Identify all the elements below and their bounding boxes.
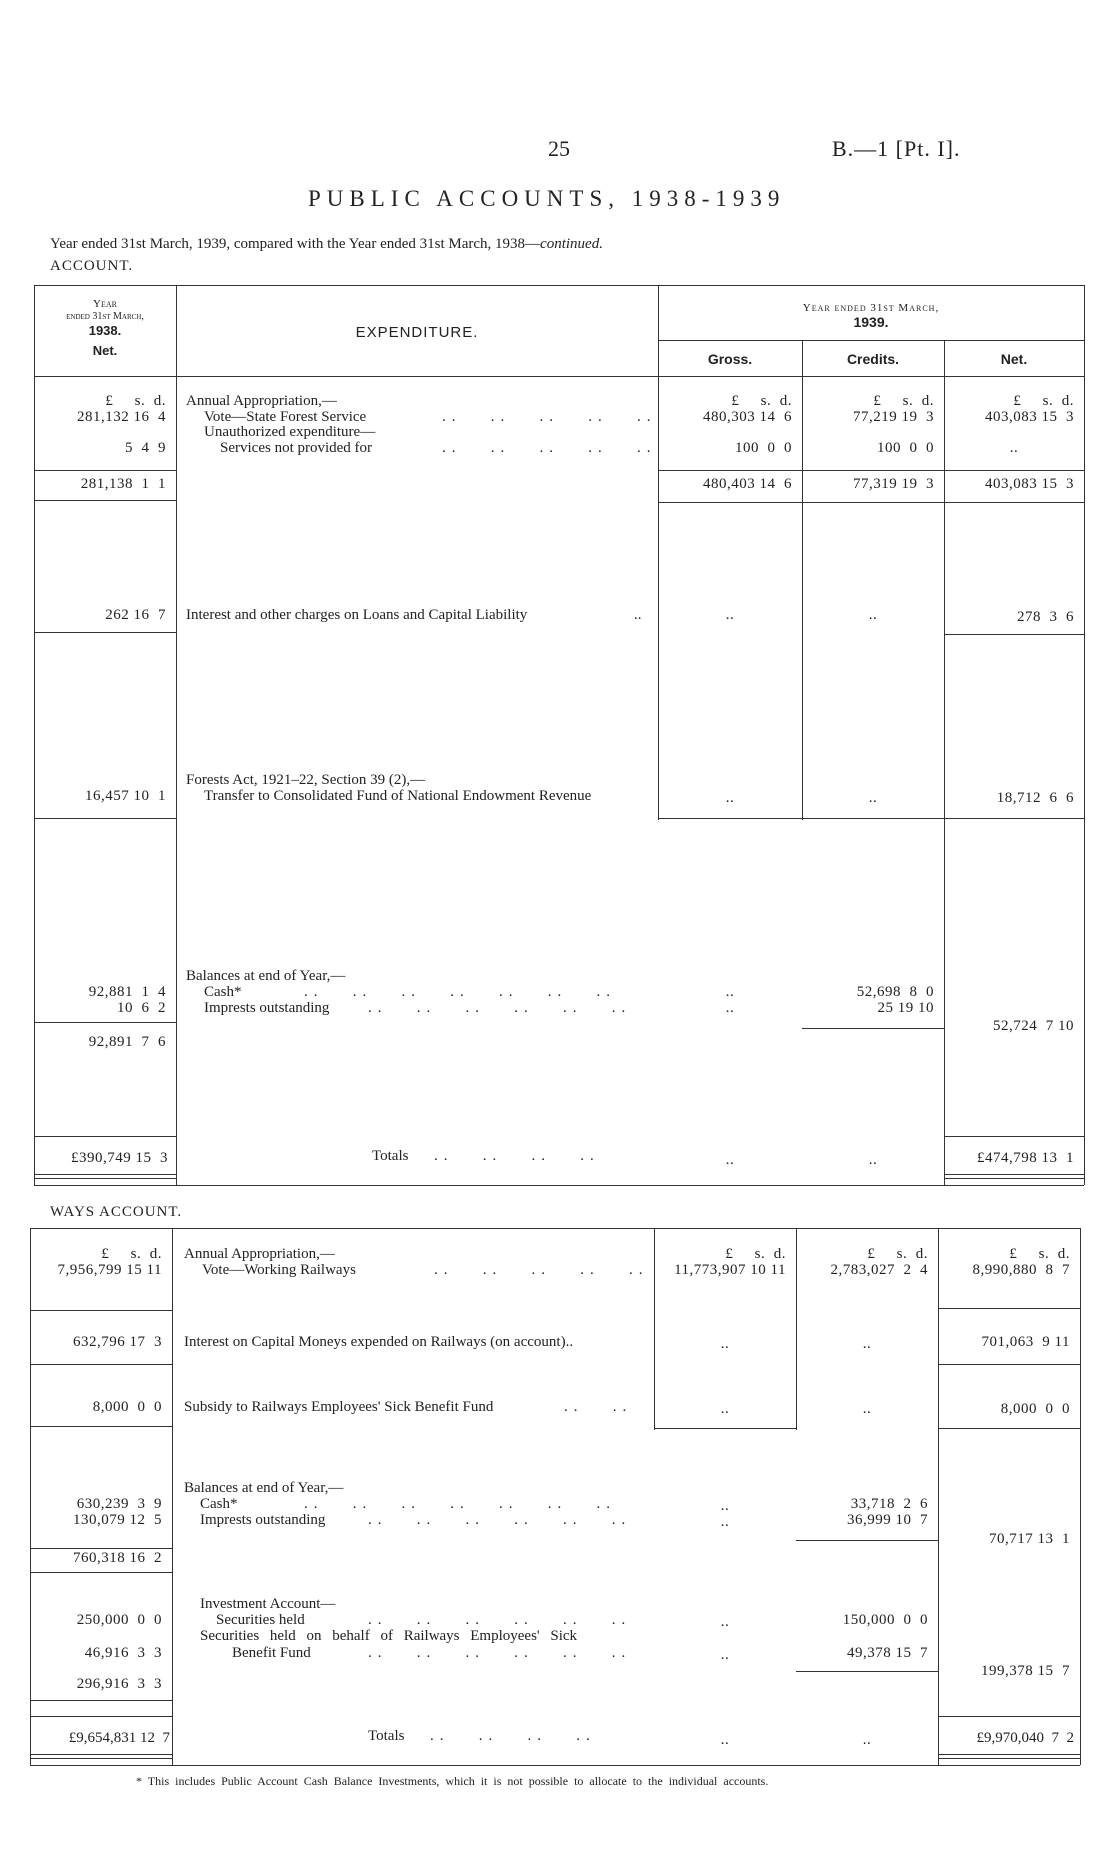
- aa-services-label: [220, 440, 657, 457]
- document-reference: B.—1 [Pt. I].: [832, 136, 961, 161]
- leader-dots: ..: [565, 1334, 574, 1350]
- aa-vote-net: 403,083 15 3: [985, 409, 1074, 425]
- t2-totals-label: [368, 1728, 652, 1745]
- t2-aa-gross: 11,773,907 10 11: [674, 1262, 786, 1278]
- t2-inv-sec-credits: 150,000 0 0: [842, 1612, 928, 1628]
- t2-inv-behalf-prev: 46,916 3 3: [84, 1645, 162, 1661]
- aa-services-prev: 5 4 9: [125, 440, 166, 456]
- bal-cash-prev: 92,881 1 4: [88, 984, 166, 1000]
- t2-bal-cash-prev: 630,239 3 9: [76, 1496, 162, 1512]
- t2-aa-vote-label: [202, 1262, 652, 1279]
- t2-bal-cash-label-text: Cash*: [200, 1496, 238, 1512]
- aa-vote-prev: 281,132 16 4: [77, 409, 166, 425]
- t2-aa-credits: 2,783,027 2 4: [830, 1262, 928, 1278]
- page-subtitle: [50, 236, 603, 253]
- t2-totals-credits: ..: [862, 1732, 872, 1748]
- t2-bal-total-prev: 760,318 16 2: [73, 1550, 162, 1566]
- forests-transfer-label: Transfer to Consolidated Fund of National Endowment Revenue: [204, 788, 592, 804]
- leader-dots: .. .. .. ..: [434, 1148, 600, 1164]
- t2-units-prev: £ s. d.: [101, 1246, 162, 1262]
- t2-interest-prev: 632,796 17 3: [73, 1334, 162, 1350]
- leader-dots: .. .. .. ..: [430, 1728, 596, 1744]
- leader-dots: .. .. .. .. .. ..: [368, 1000, 632, 1016]
- bal-imp-prev: 10 6 2: [117, 1000, 166, 1016]
- forests-prev: 16,457 10 1: [85, 788, 166, 804]
- totals-prev: £390,749 15 3: [71, 1150, 168, 1166]
- t2-inv-sec-label: [216, 1612, 652, 1629]
- t2-totals-label-text: Totals: [368, 1728, 405, 1744]
- t2-units-net: £ s. d.: [1009, 1246, 1070, 1262]
- t2-bal-imp-gross: ..: [720, 1514, 730, 1530]
- leader-dots: .. .. .. .. .. .. ..: [304, 984, 616, 1000]
- t2-bal-cash-label: [200, 1496, 652, 1513]
- totals-label: [372, 1148, 656, 1165]
- section-title-account: ACCOUNT.: [50, 258, 134, 274]
- leader-dots: .. .. .. .. ..: [442, 409, 657, 425]
- interest-label: [186, 607, 656, 624]
- interest-net: 278 3 6: [1017, 609, 1074, 625]
- t2-interest-credits: ..: [862, 1336, 872, 1352]
- t2-subsidy-gross: ..: [720, 1401, 730, 1417]
- subtitle-continued: continued.: [540, 236, 603, 252]
- leader-dots: .. .. .. .. .. .. ..: [304, 1496, 616, 1512]
- bal-imp-credits: 25 19 10: [877, 1000, 934, 1016]
- interest-label-text: Interest and other charges on Loans and Capital Liability: [186, 607, 528, 623]
- t2-inv-sec-label-text: Securities held: [216, 1612, 305, 1628]
- units-gross: £ s. d.: [731, 393, 792, 409]
- t2-inv-benefit-label-text: Benefit Fund: [232, 1645, 311, 1661]
- t2-bal-imp-prev: 130,079 12 5: [73, 1512, 162, 1528]
- year-1939-header-year: 1939.: [853, 314, 889, 330]
- t2-units-gross: £ s. d.: [725, 1246, 786, 1262]
- aa-services-credits: 100 0 0: [877, 440, 934, 456]
- t2-inv-total-prev: 296,916 3 3: [76, 1676, 162, 1692]
- footnote: * This includes Public Account Cash Balance Investments, which it is not possible to allocate to the individual accounts.: [136, 1774, 769, 1788]
- year-1938-header-year: 1938.: [88, 323, 122, 338]
- leader-dots: .. .. .. .. ..: [442, 440, 657, 456]
- leader-dots: ..: [634, 607, 642, 623]
- t2-interest-label-text: Interest on Capital Moneys expended on Railways (on account): [184, 1334, 566, 1350]
- bal-cash-label: [204, 984, 654, 1001]
- t2-aa-vote-label-text: Vote—Working Railways: [202, 1262, 356, 1278]
- t2-subsidy-prev: 8,000 0 0: [92, 1399, 162, 1415]
- col-gross-header: Gross.: [707, 351, 753, 367]
- t2-bal-cash-credits: 33,718 2 6: [850, 1496, 928, 1512]
- t2-inv-behalf-label: Securities held on behalf of Railways Employees' Sick: [200, 1628, 578, 1644]
- interest-credits: ..: [868, 607, 878, 623]
- aa-services-gross: 100 0 0: [735, 440, 792, 456]
- year-1938-header-line1: Year: [93, 298, 117, 310]
- t2-inv-sec-gross: ..: [720, 1614, 730, 1630]
- t2-inv-net: 199,378 15 7: [981, 1663, 1070, 1679]
- totals-net: £474,798 13 1: [977, 1150, 1074, 1166]
- totals-gross: ..: [725, 1152, 735, 1168]
- units-credits: £ s. d.: [873, 393, 934, 409]
- leader-dots: .. .. .. .. ..: [434, 1262, 649, 1278]
- aa-total-gross: 480,403 14 6: [703, 476, 792, 492]
- aa-total-net: 403,083 15 3: [985, 476, 1074, 492]
- bal-imp-gross: ..: [725, 1000, 735, 1016]
- t2-aa-prev: 7,956,799 15 11: [57, 1262, 162, 1278]
- forests-net: 18,712 6 6: [996, 790, 1074, 806]
- balances-label: Balances at end of Year,—: [186, 968, 346, 984]
- aa-unauthorized-label: Unauthorized expenditure—: [204, 424, 376, 440]
- aa-total-prev: 281,138 1 1: [80, 476, 166, 492]
- bal-net: 52,724 7 10: [993, 1018, 1074, 1034]
- totals-credits: ..: [868, 1152, 878, 1168]
- expenditure-header: EXPENDITURE.: [355, 324, 479, 341]
- col-credits-header: Credits.: [846, 351, 900, 367]
- t2-bal-imp-label: [200, 1512, 652, 1529]
- aa-vote-gross: 480,303 14 6: [703, 409, 792, 425]
- interest-prev: 262 16 7: [105, 607, 166, 623]
- t2-interest-label: [184, 1334, 652, 1351]
- bal-cash-label-text: Cash*: [204, 984, 242, 1000]
- leader-dots: .. .. .. .. .. ..: [368, 1512, 632, 1528]
- page-title: PUBLIC ACCOUNTS, 1938-1939: [308, 186, 786, 211]
- bal-imp-label: [204, 1000, 654, 1017]
- forests-credits: ..: [868, 790, 878, 806]
- units-prev: £ s. d.: [105, 393, 166, 409]
- t2-annual-appropriation-label: Annual Appropriation,—: [184, 1246, 335, 1262]
- subtitle-main: Year ended 31st March, 1939, compared with the Year ended 31st March, 1938—: [50, 236, 541, 252]
- t2-investment-label: Investment Account—: [200, 1596, 336, 1612]
- t2-aa-net: 8,990,880 8 7: [972, 1262, 1070, 1278]
- t2-subsidy-net: 8,000 0 0: [1000, 1401, 1070, 1417]
- t2-inv-behalf-gross: ..: [720, 1647, 730, 1663]
- forests-act-label: Forests Act, 1921–22, Section 39 (2),—: [186, 772, 426, 788]
- t2-inv-behalf-credits: 49,378 15 7: [847, 1645, 928, 1661]
- bal-cash-credits: 52,698 8 0: [856, 984, 934, 1000]
- annual-appropriation-label: Annual Appropriation,—: [186, 393, 337, 409]
- bal-imp-label-text: Imprests outstanding: [204, 1000, 330, 1016]
- page-number: 25: [548, 136, 570, 161]
- totals-label-text: Totals: [372, 1148, 409, 1164]
- t2-subsidy-label: [184, 1399, 652, 1416]
- section-title-ways-account: WAYS ACCOUNT.: [50, 1204, 183, 1220]
- leader-dots: .. ..: [564, 1399, 633, 1415]
- t2-totals-gross: ..: [720, 1732, 730, 1748]
- t2-balances-label: Balances at end of Year,—: [184, 1480, 344, 1496]
- year-1938-header-net: Net.: [92, 343, 118, 358]
- t2-bal-cash-gross: ..: [720, 1498, 730, 1514]
- forests-gross: ..: [725, 790, 735, 806]
- t2-subsidy-credits: ..: [862, 1401, 872, 1417]
- interest-gross: ..: [725, 607, 735, 623]
- aa-services-label-text: Services not provided for: [220, 440, 373, 456]
- t2-totals-net: £9,970,040 7 2: [976, 1730, 1074, 1746]
- aa-total-credits: 77,319 19 3: [853, 476, 934, 492]
- bal-cash-gross: ..: [725, 984, 735, 1000]
- t2-bal-imp-credits: 36,999 10 7: [847, 1512, 928, 1528]
- aa-services-net: ..: [1009, 440, 1019, 456]
- leader-dots: .. .. .. .. .. ..: [368, 1612, 632, 1628]
- t2-subsidy-label-text: Subsidy to Railways Employees' Sick Benefit Fund: [184, 1399, 494, 1415]
- year-1938-header-line2: ended 31st March,: [66, 311, 144, 322]
- bal-total-prev: 92,891 7 6: [88, 1034, 166, 1050]
- t2-units-credits: £ s. d.: [867, 1246, 928, 1262]
- t2-interest-net: 701,063 9 11: [981, 1334, 1070, 1350]
- aa-vote-credits: 77,219 19 3: [853, 409, 934, 425]
- t2-inv-sec-prev: 250,000 0 0: [76, 1612, 162, 1628]
- t2-totals-prev: £9,654,831 12 7: [68, 1730, 170, 1746]
- t2-bal-net: 70,717 13 1: [989, 1531, 1070, 1547]
- year-1939-header-line1: Year ended 31st March,: [802, 302, 940, 314]
- leader-dots: .. .. .. .. .. ..: [368, 1645, 632, 1661]
- t2-bal-imp-label-text: Imprests outstanding: [200, 1512, 326, 1528]
- t2-inv-benefit-label: [232, 1645, 652, 1662]
- col-net-header: Net.: [1000, 351, 1028, 367]
- aa-vote-label-text: Vote—State Forest Service: [204, 409, 367, 425]
- units-net: £ s. d.: [1013, 393, 1074, 409]
- t2-interest-gross: ..: [720, 1336, 730, 1352]
